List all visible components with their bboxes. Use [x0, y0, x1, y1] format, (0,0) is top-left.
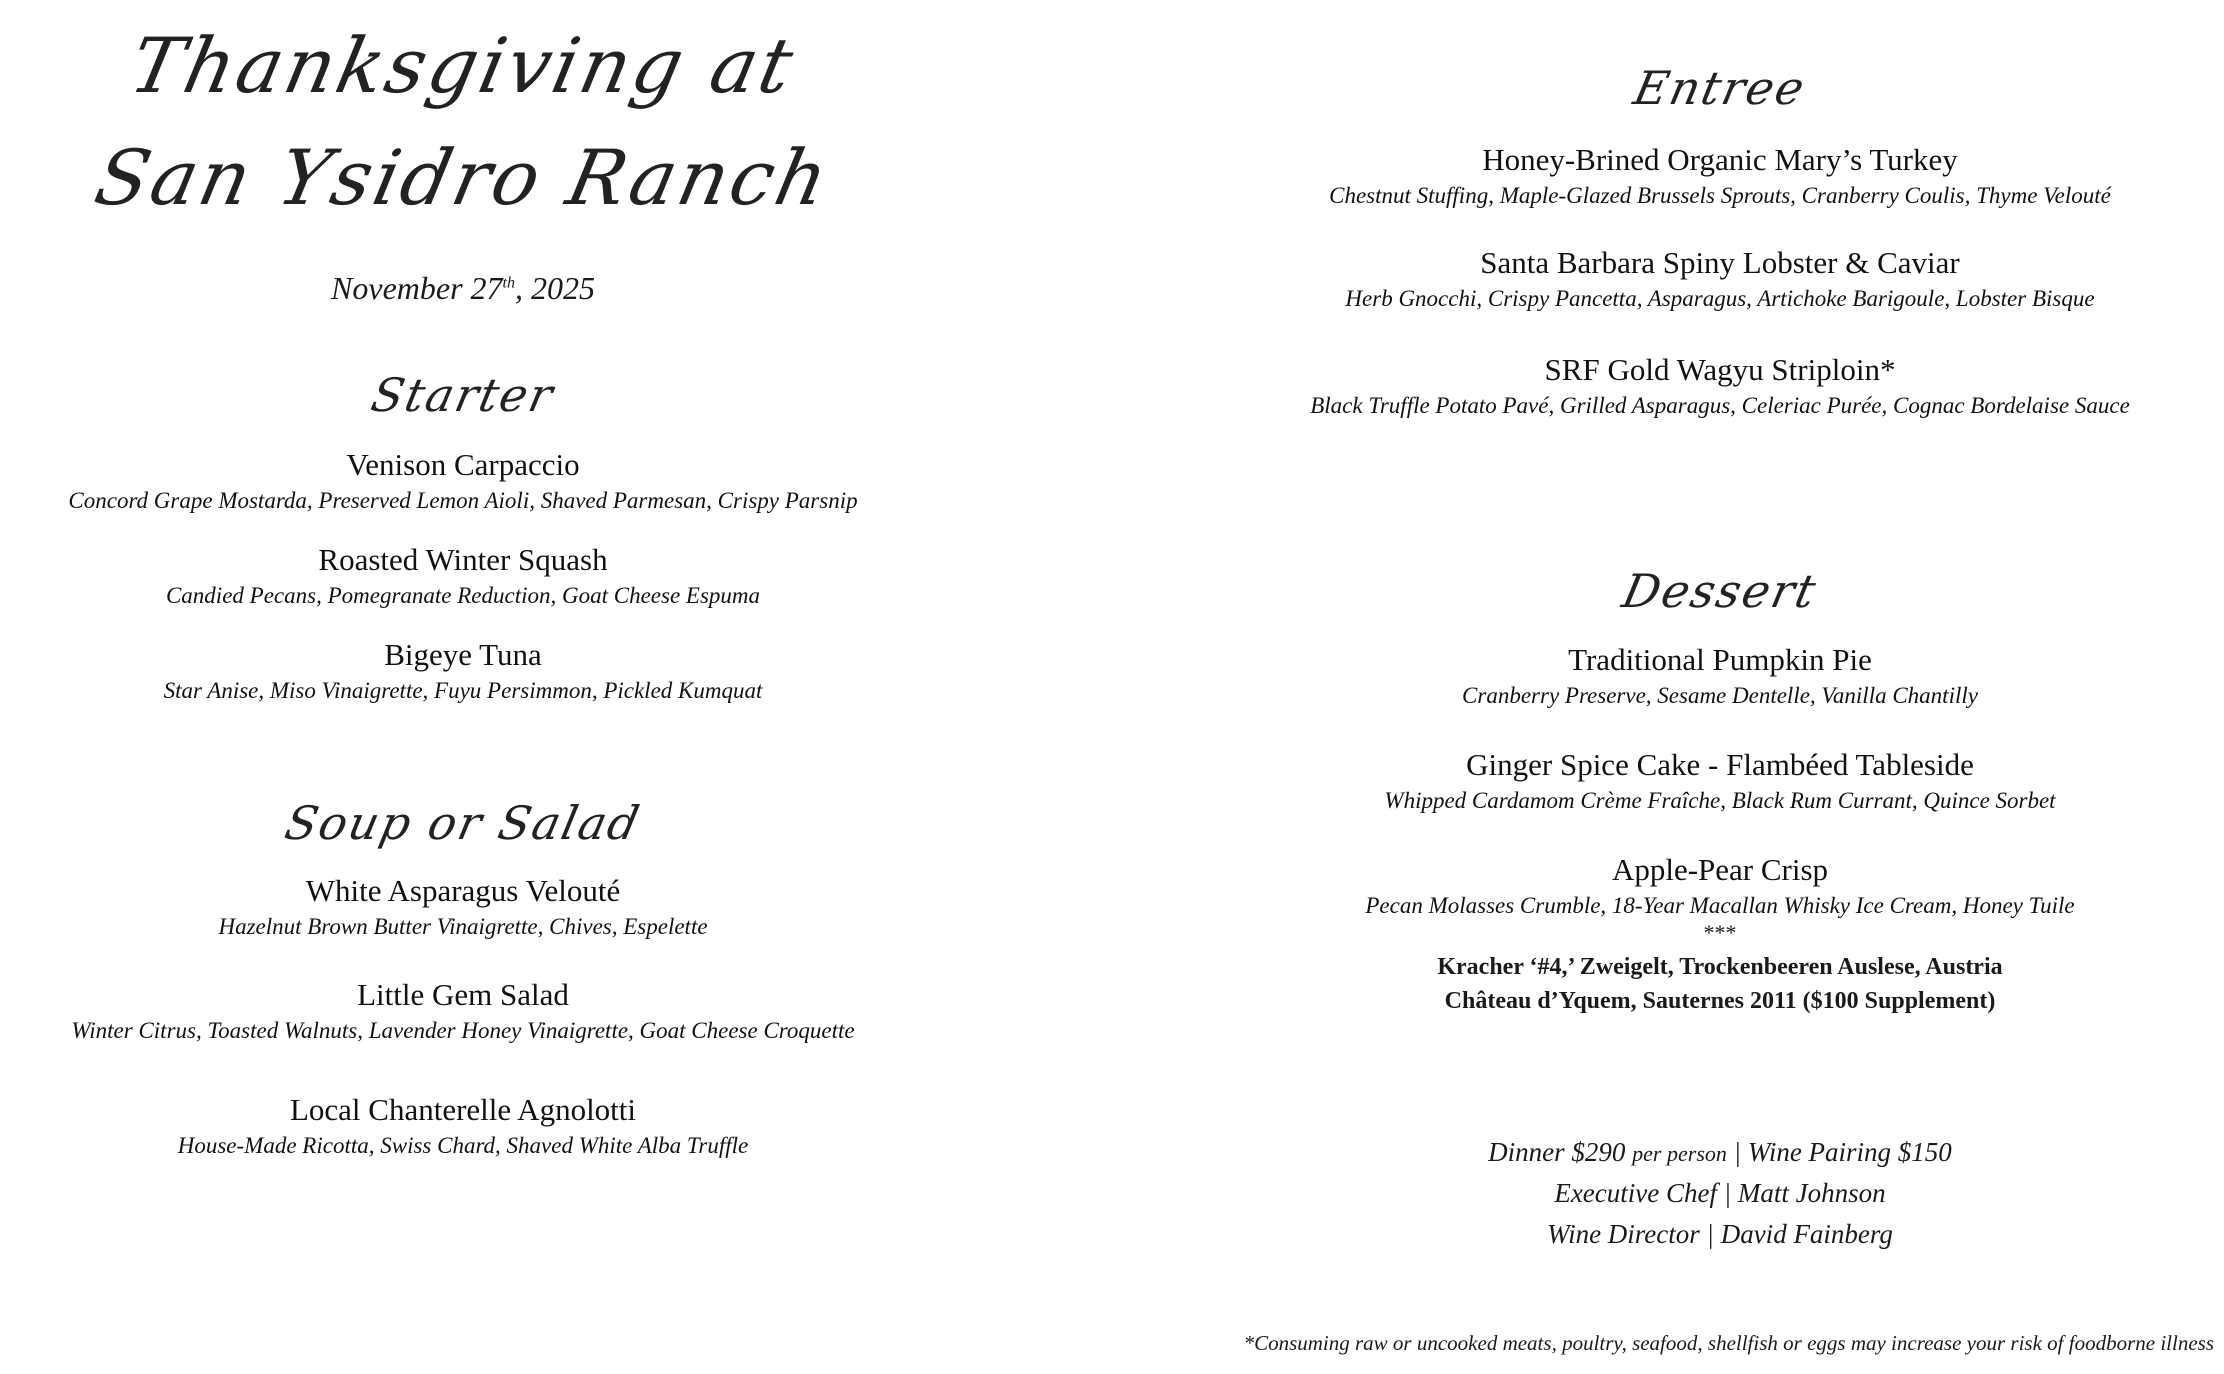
section-title-starter: Starter: [366, 368, 560, 422]
dish-description: House-Made Ricotta, Swiss Chard, Shaved White Alba Truffle: [177, 1133, 749, 1158]
dish-description: Hazelnut Brown Butter Vinaigrette, Chives, Espelette: [218, 914, 708, 939]
dish-name: Ginger Spice Cake - Flambéed Tableside: [1466, 747, 1974, 782]
dish-name: Local Chanterelle Agnolotti: [289, 1092, 637, 1127]
dish-name: White Asparagus Velouté: [305, 873, 621, 908]
section-title-entree: Entree: [1629, 61, 1811, 115]
dish-description: Herb Gnocchi, Crispy Pancetta, Asparagus, Artichoke Barigoule, Lobster Bisque: [1345, 286, 2095, 311]
dish-name: SRF Gold Wagyu Striploin*: [1544, 352, 1896, 387]
price-line: Dinner $290 per person | Wine Pairing $150: [1488, 1137, 1952, 1167]
menu-title-line1: Thanksgiving at: [122, 21, 804, 110]
wine-director-line: Wine Director | David Fainberg: [1547, 1219, 1893, 1249]
dish-name: Traditional Pumpkin Pie: [1568, 642, 1872, 677]
dish-name: Honey-Brined Organic Mary’s Turkey: [1482, 142, 1958, 177]
dish-description: Black Truffle Potato Pavé, Grilled Asparagus, Celeriac Purée, Cognac Bordelaise Sauce: [1310, 393, 2130, 418]
dish-name: Bigeye Tuna: [384, 637, 542, 672]
dessert-wine-line1: Kracher ‘#4,’ Zweigelt, Trockenbeeren Auslese, Austria: [1437, 954, 2003, 980]
dish-description: Winter Citrus, Toasted Walnuts, Lavender Honey Vinaigrette, Goat Cheese Croquette: [71, 1018, 855, 1043]
separator-stars: ***: [1703, 920, 1737, 945]
dish-description: Whipped Cardamom Crème Fraîche, Black Rum Currant, Quince Sorbet: [1384, 788, 2056, 813]
event-date: November 27th, 2025: [331, 270, 595, 306]
section-title-dessert: Dessert: [1617, 564, 1823, 618]
dessert-wine-line2: Château d’Yquem, Sauternes 2011 ($100 Supplement): [1444, 988, 1996, 1014]
section-title-soup-salad: Soup or Salad: [280, 796, 646, 850]
dish-description: Cranberry Preserve, Sesame Dentelle, Vanilla Chantilly: [1462, 683, 1978, 708]
dish-name: Santa Barbara Spiny Lobster & Caviar: [1480, 245, 1960, 280]
executive-chef-line: Executive Chef | Matt Johnson: [1554, 1178, 1886, 1208]
dish-description: Candied Pecans, Pomegranate Reduction, Goat Cheese Espuma: [165, 583, 761, 608]
dish-description: Chestnut Stuffing, Maple-Glazed Brussels Sprouts, Cranberry Coulis, Thyme Velouté: [1329, 183, 2111, 208]
dish-name: Venison Carpaccio: [346, 447, 580, 482]
dish-description: Star Anise, Miso Vinaigrette, Fuyu Persimmon, Pickled Kumquat: [163, 678, 763, 703]
dish-name: Little Gem Salad: [357, 977, 569, 1012]
dish-description: Concord Grape Mostarda, Preserved Lemon Aioli, Shaved Parmesan, Crispy Parsnip: [68, 488, 858, 513]
dish-description: Pecan Molasses Crumble, 18-Year Macallan Whisky Ice Cream, Honey Tuile: [1365, 893, 2075, 918]
dish-name: Apple-Pear Crisp: [1611, 852, 1829, 887]
foodborne-illness-disclaimer: *Consuming raw or uncooked meats, poultry, seafood, shellfish or eggs may increase your risk of foodborne illness: [1243, 1331, 2214, 1355]
menu-title-line2: San Ysidro Ranch: [87, 133, 839, 222]
dish-name: Roasted Winter Squash: [318, 542, 608, 577]
